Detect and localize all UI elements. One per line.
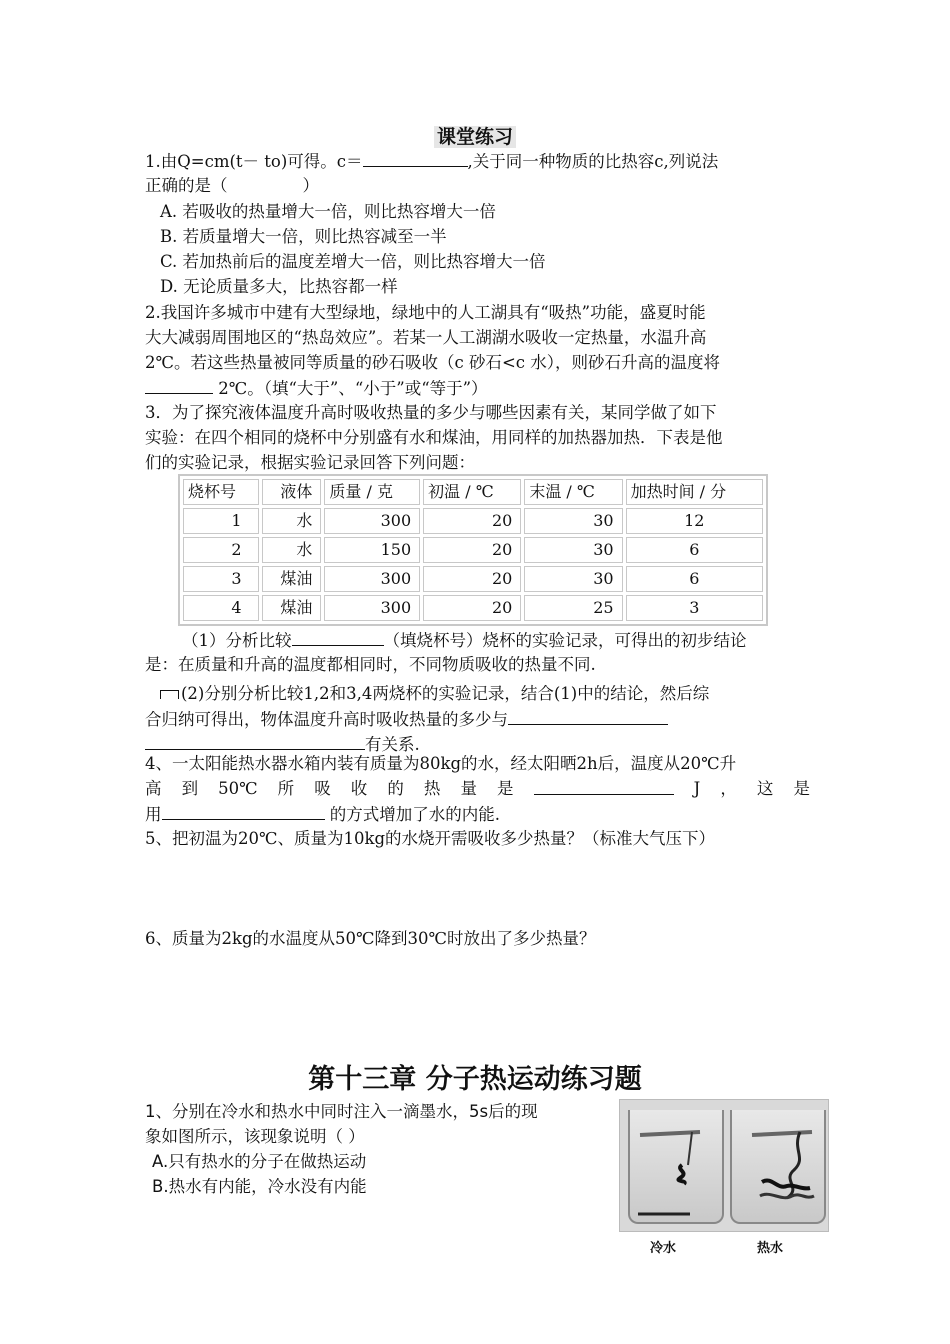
q4-line2: 高 到 50℃ 所 吸 收 的 热 量 是 J ， 这 是: [145, 776, 810, 801]
table-cell: 20: [423, 508, 521, 534]
q4-method-blank[interactable]: [162, 801, 325, 820]
table-header: 初温 / ℃: [423, 479, 521, 505]
table-cell: 水: [262, 537, 322, 563]
q4-line3: 用 的方式增加了水的内能.: [145, 801, 810, 827]
table-cell: 300: [324, 566, 420, 592]
ch-q1-option-b: B.热水有内能，冷水没有内能: [152, 1177, 367, 1196]
q3-sub1-line2: 是：在质量和升高的温度都相同时，不同物质吸收的热量不同.: [145, 655, 596, 674]
cold-water-label: 冷水: [650, 1241, 677, 1256]
q2-line3: 2℃。若这些热量被同等质量的砂石吸收（c 砂石<c 水），则砂石升高的温度将: [145, 353, 721, 372]
q1-option-a: A. 若吸收的热量增大一倍，则比热容增大一倍: [160, 202, 496, 221]
q3-sub2-line1: (2)分别分析比较1,2和3,4两烧杯的实验记录，结合(1)中的结论，然后综: [160, 681, 825, 706]
q2-line4: 2℃。（填“大于”、“小于”或“等于”）: [145, 375, 810, 401]
q1-line1: 1.由Q=cm(t－ to)可得。c＝ ,关于同一种物质的比热容c,列说法: [145, 148, 810, 174]
q1-line2: 正确的是（ ）: [145, 176, 319, 195]
table-cell: 300: [324, 508, 420, 534]
table-cell: 20: [423, 537, 521, 563]
table-cell: 煤油: [262, 566, 322, 592]
q1-option-c: C. 若加热前后的温度差增大一倍，则比热容增大一倍: [160, 252, 546, 271]
table-header: 加热时间 / 分: [626, 479, 763, 505]
q2-blank[interactable]: [145, 375, 213, 394]
table-cell: 30: [524, 537, 622, 563]
cold-water-beaker: [628, 1110, 724, 1224]
table-cell: 2: [183, 537, 259, 563]
q1-option-d: D. 无论质量多大，比热容都一样: [160, 277, 398, 296]
edit-mark-icon: [160, 690, 179, 699]
q1-option-b: B. 若质量增大一倍，则比热容减至一半: [160, 227, 447, 246]
table-cell: 25: [524, 595, 622, 621]
ch-q1-line2: 象如图所示，该现象说明（ ）: [145, 1127, 365, 1146]
ch-q1-line1: 1、分别在冷水和热水中同时注入一滴墨水，5s后的现: [145, 1102, 538, 1121]
table-cell: 150: [324, 537, 420, 563]
table-row: [183, 508, 763, 534]
table-cell: 1: [183, 508, 259, 534]
q3-line2: 实验：在四个相同的烧杯中分别盛有水和煤油，用同样的加热器加热．下表是他: [145, 428, 723, 447]
q2-line1: 2.我国许多城市中建有大型绿地，绿地中的人工湖具有“吸热”功能，盛夏时能: [145, 303, 706, 322]
q4-line1: 4、一太阳能热水器水箱内装有质量为80kg的水，经太阳晒2h后，温度从20℃升: [145, 754, 737, 773]
hot-water-beaker: [730, 1110, 826, 1224]
q3-line1: 3．为了探究液体温度升高时吸收热量的多少与哪些因素有关，某同学做了如下: [145, 403, 717, 422]
table-cell: 300: [324, 595, 420, 621]
q2-line2: 大大减弱周围地区的“热岛效应”。若某一人工湖湖水吸收一定热量，水温升高: [145, 328, 707, 347]
table-cell: 水: [262, 508, 322, 534]
table-cell: 6: [626, 566, 763, 592]
section-title: 课堂练习: [0, 122, 950, 149]
table-row: [183, 537, 763, 563]
table-cell: 煤油: [262, 595, 322, 621]
table-header: 烧杯号: [183, 479, 259, 505]
table-header: 末温 / ℃: [524, 479, 622, 505]
table-cell: 12: [626, 508, 763, 534]
hot-water-label: 热水: [757, 1241, 784, 1256]
table-row: [183, 566, 763, 592]
ch-q1-option-a: A.只有热水的分子在做热运动: [152, 1152, 367, 1171]
chapter-title: 第十三章 分子热运动练习题: [308, 1064, 642, 1095]
q3-factor-blank-1[interactable]: [508, 706, 668, 725]
table-cell: 30: [524, 566, 622, 592]
ink-diffusion-photo: [619, 1099, 829, 1232]
table-cell: 20: [423, 595, 521, 621]
cold-beaker-drawing: [630, 1110, 722, 1222]
experiment-table: [178, 474, 768, 626]
q3-beaker-blank[interactable]: [292, 627, 384, 646]
table-cell: 30: [524, 508, 622, 534]
table-row: [183, 595, 763, 621]
q6-text: 6、质量为2kg的水温度从50℃降到30℃时放出了多少热量？: [145, 929, 596, 948]
q3-sub1-line1: （1）分析比较 （填烧杯号）烧杯的实验记录，可得出的初步结论: [182, 627, 847, 653]
table-header: 质量 / 克: [324, 479, 420, 505]
hot-beaker-drawing: [732, 1110, 824, 1222]
q3-sub2-line2: 合归纳可得出，物体温度升高时吸收热量的多少与: [145, 706, 810, 732]
table-cell: 4: [183, 595, 259, 621]
q1-c-blank[interactable]: [363, 148, 468, 167]
q3-line3: 们的实验记录，根据实验记录回答下列问题：: [145, 453, 475, 472]
q4-heat-blank[interactable]: [534, 776, 674, 795]
table-header-row: [183, 479, 763, 505]
q3-factor-blank-2[interactable]: [145, 731, 365, 750]
table-cell: 3: [626, 595, 763, 621]
q3-sub2-line3: 有关系.: [145, 731, 810, 757]
table-cell: 3: [183, 566, 259, 592]
table-header: 液体: [262, 479, 322, 505]
q5-text: 5、把初温为20℃、质量为10kg的水烧开需吸收多少热量？（标准大气压下）: [145, 829, 716, 848]
table-cell: 20: [423, 566, 521, 592]
table-cell: 6: [626, 537, 763, 563]
